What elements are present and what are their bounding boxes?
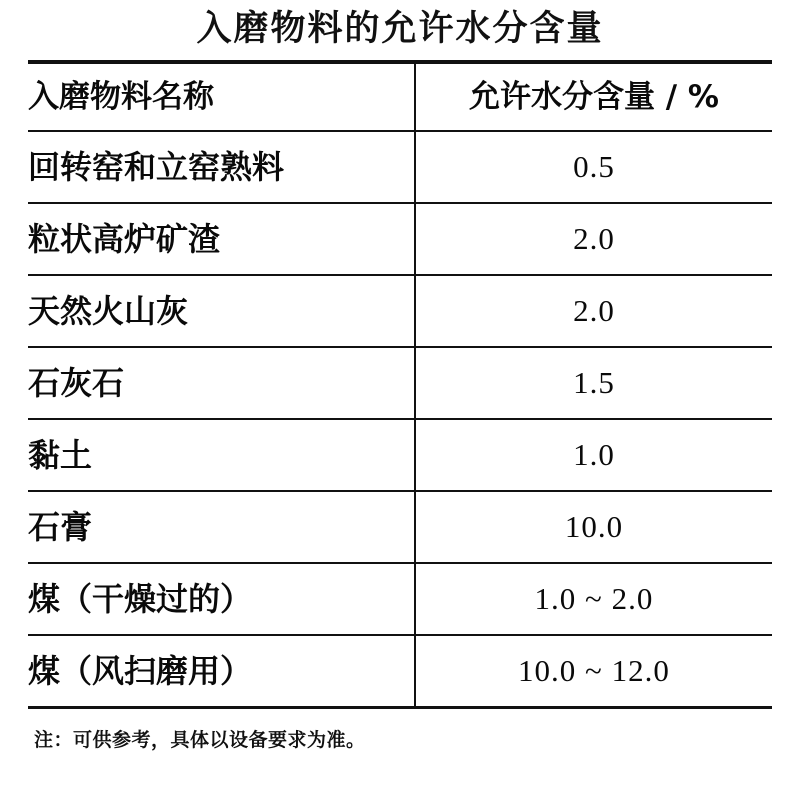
table-row bbox=[28, 491, 772, 563]
moisture-content-table bbox=[28, 60, 772, 709]
table-header bbox=[28, 62, 772, 131]
table-row bbox=[28, 635, 772, 708]
column-header-material: 入磨物料名称 bbox=[28, 62, 415, 131]
cell-moisture: 0.5 bbox=[415, 131, 772, 203]
cell-material: 天然火山灰 bbox=[28, 275, 415, 347]
cell-moisture: 1.5 bbox=[415, 347, 772, 419]
table-footnote: 注：可供参考，具体以设备要求为准。 bbox=[34, 729, 366, 751]
page-title: 入磨物料的允许水分含量 bbox=[196, 9, 604, 49]
cell-moisture: 1.0 bbox=[415, 419, 772, 491]
column-header-moisture: 允许水分含量 / % bbox=[415, 62, 772, 131]
table-row bbox=[28, 275, 772, 347]
cell-material: 回转窑和立窑熟料 bbox=[28, 131, 415, 203]
cell-material: 煤（风扫磨用） bbox=[28, 635, 415, 708]
cell-moisture: 10.0 bbox=[415, 491, 772, 563]
cell-material: 石灰石 bbox=[28, 347, 415, 419]
table-row bbox=[28, 203, 772, 275]
table-row bbox=[28, 131, 772, 203]
cell-material: 煤（干燥过的） bbox=[28, 563, 415, 635]
cell-moisture: 10.0 ~ 12.0 bbox=[415, 635, 772, 708]
cell-moisture: 1.0 ~ 2.0 bbox=[415, 563, 772, 635]
cell-material: 石膏 bbox=[28, 491, 415, 563]
cell-moisture: 2.0 bbox=[415, 275, 772, 347]
table-row bbox=[28, 563, 772, 635]
table-row bbox=[28, 419, 772, 491]
table-row bbox=[28, 347, 772, 419]
cell-material: 粒状高炉矿渣 bbox=[28, 203, 415, 275]
cell-material: 黏土 bbox=[28, 419, 415, 491]
table-header-row bbox=[28, 62, 772, 131]
table-body bbox=[28, 131, 772, 708]
cell-moisture: 2.0 bbox=[415, 203, 772, 275]
